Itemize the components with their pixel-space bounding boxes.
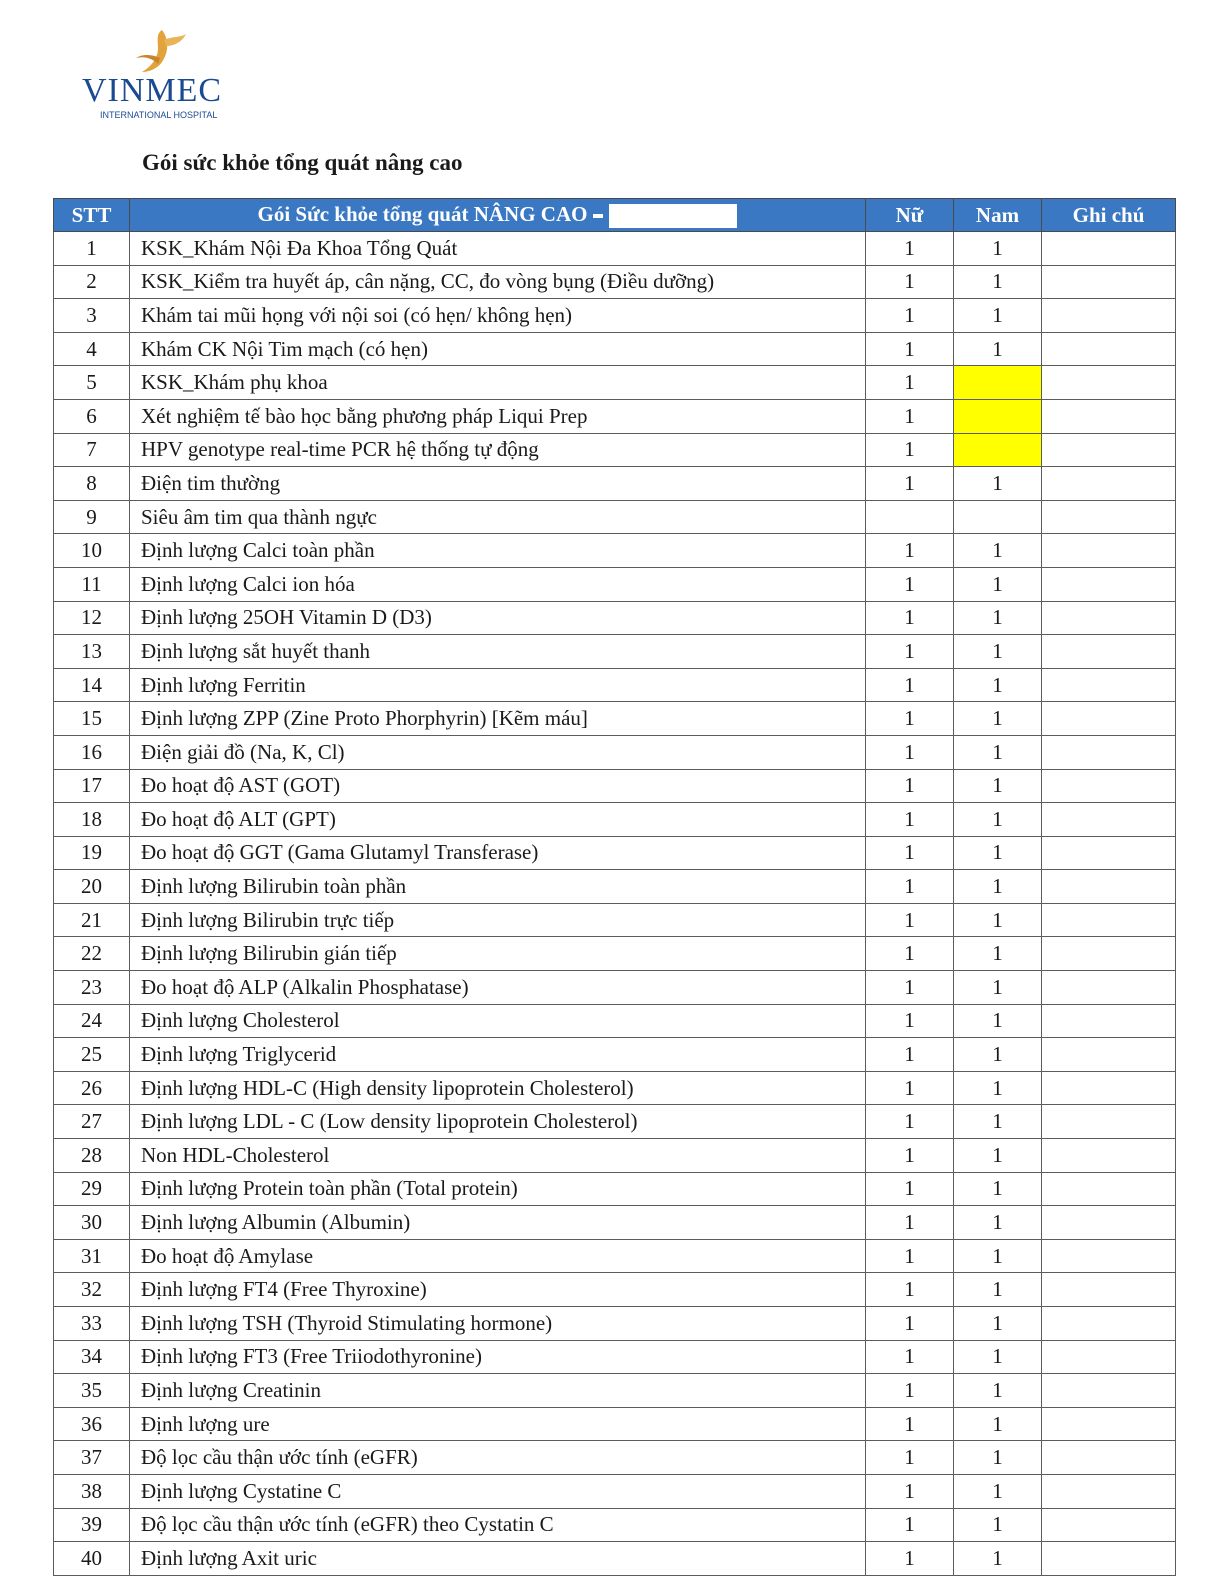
cell-note xyxy=(1042,668,1176,702)
cell-note xyxy=(1042,1038,1176,1072)
cell-service-name: KSK_Kiểm tra huyết áp, cân nặng, CC, đo vòng bụng (Điều dưỡng) xyxy=(130,265,866,299)
table-row xyxy=(54,366,1176,400)
redaction-dash xyxy=(593,214,603,218)
cell-stt: 19 xyxy=(54,836,130,870)
table-row xyxy=(54,735,1176,769)
cell-service-name: Khám CK Nội Tim mạch (có hẹn) xyxy=(130,332,866,366)
cell-stt: 28 xyxy=(54,1139,130,1173)
cell-nu: 1 xyxy=(866,534,954,568)
cell-stt: 3 xyxy=(54,299,130,333)
table-row xyxy=(54,265,1176,299)
table-row xyxy=(54,1273,1176,1307)
cell-nam: 1 xyxy=(954,1139,1042,1173)
cell-nu: 1 xyxy=(866,399,954,433)
table-row xyxy=(54,1139,1176,1173)
table-row xyxy=(54,1542,1176,1576)
cell-stt: 31 xyxy=(54,1239,130,1273)
cell-service-name: Điện giải đồ (Na, K, Cl) xyxy=(130,735,866,769)
cell-note xyxy=(1042,534,1176,568)
cell-stt: 9 xyxy=(54,500,130,534)
cell-nam: 1 xyxy=(954,567,1042,601)
cell-note xyxy=(1042,1239,1176,1273)
cell-nam: 1 xyxy=(954,332,1042,366)
table-row xyxy=(54,433,1176,467)
cell-stt: 5 xyxy=(54,366,130,400)
cell-service-name: Định lượng Bilirubin trực tiếp xyxy=(130,903,866,937)
table-row xyxy=(54,1206,1176,1240)
cell-note xyxy=(1042,299,1176,333)
cell-nam: 1 xyxy=(954,1508,1042,1542)
table-row xyxy=(54,1071,1176,1105)
cell-note xyxy=(1042,232,1176,266)
cell-nam: 1 xyxy=(954,1004,1042,1038)
cell-nam: 1 xyxy=(954,299,1042,333)
cell-nam xyxy=(954,433,1042,467)
table-row xyxy=(54,601,1176,635)
cell-nam: 1 xyxy=(954,1407,1042,1441)
cell-nu: 1 xyxy=(866,1508,954,1542)
cell-nu: 1 xyxy=(866,1004,954,1038)
cell-nam: 1 xyxy=(954,265,1042,299)
cell-nu: 1 xyxy=(866,467,954,501)
cell-stt: 24 xyxy=(54,1004,130,1038)
cell-nam: 1 xyxy=(954,769,1042,803)
cell-stt: 30 xyxy=(54,1206,130,1240)
cell-stt: 33 xyxy=(54,1307,130,1341)
cell-nam: 1 xyxy=(954,668,1042,702)
cell-service-name: Độ lọc cầu thận ước tính (eGFR) xyxy=(130,1441,866,1475)
cell-nu: 1 xyxy=(866,769,954,803)
cell-service-name: Định lượng Ferritin xyxy=(130,668,866,702)
cell-stt: 12 xyxy=(54,601,130,635)
cell-note xyxy=(1042,500,1176,534)
table-row xyxy=(54,1407,1176,1441)
table-row xyxy=(54,1004,1176,1038)
cell-nu: 1 xyxy=(866,1239,954,1273)
cell-note xyxy=(1042,937,1176,971)
table-row xyxy=(54,1340,1176,1374)
cell-service-name: Định lượng TSH (Thyroid Stimulating hormone) xyxy=(130,1307,866,1341)
cell-nu: 1 xyxy=(866,870,954,904)
cell-note xyxy=(1042,1105,1176,1139)
cell-stt: 14 xyxy=(54,668,130,702)
cell-nam: 1 xyxy=(954,971,1042,1005)
cell-stt: 23 xyxy=(54,971,130,1005)
cell-stt: 40 xyxy=(54,1542,130,1576)
col-header-stt: STT xyxy=(54,199,130,232)
cell-stt: 37 xyxy=(54,1441,130,1475)
cell-nu: 1 xyxy=(866,1441,954,1475)
table-row xyxy=(54,1374,1176,1408)
cell-nu: 1 xyxy=(866,1172,954,1206)
cell-service-name: Đo hoạt độ ALP (Alkalin Phosphatase) xyxy=(130,971,866,1005)
cell-stt: 29 xyxy=(54,1172,130,1206)
cell-nu: 1 xyxy=(866,1340,954,1374)
cell-stt: 1 xyxy=(54,232,130,266)
cell-service-name: Điện tim thường xyxy=(130,467,866,501)
logo-wordmark: VINMEC xyxy=(82,72,223,109)
cell-note xyxy=(1042,769,1176,803)
cell-nu: 1 xyxy=(866,299,954,333)
cell-nu: 1 xyxy=(866,1374,954,1408)
cell-service-name: HPV genotype real-time PCR hệ thống tự động xyxy=(130,433,866,467)
redaction-block xyxy=(609,204,737,228)
cell-nam: 1 xyxy=(954,1071,1042,1105)
table-row xyxy=(54,702,1176,736)
cell-nam: 1 xyxy=(954,1206,1042,1240)
table-header xyxy=(54,199,1176,232)
table-row xyxy=(54,1307,1176,1341)
table-row xyxy=(54,836,1176,870)
table-row xyxy=(54,1105,1176,1139)
table-body xyxy=(54,232,1176,1576)
cell-nam: 1 xyxy=(954,803,1042,837)
cell-note xyxy=(1042,1004,1176,1038)
cell-service-name: Định lượng Protein toàn phần (Total protein) xyxy=(130,1172,866,1206)
cell-note xyxy=(1042,1441,1176,1475)
cell-service-name: Đo hoạt độ Amylase xyxy=(130,1239,866,1273)
cell-stt: 22 xyxy=(54,937,130,971)
col-header-name-label: Gói Sức khỏe tổng quát NÂNG CAO xyxy=(257,201,588,226)
cell-service-name: Xét nghiệm tế bào học bằng phương pháp Liqui Prep xyxy=(130,399,866,433)
cell-note xyxy=(1042,1542,1176,1576)
cell-nu: 1 xyxy=(866,232,954,266)
cell-nu: 1 xyxy=(866,332,954,366)
cell-nu: 1 xyxy=(866,635,954,669)
table-row xyxy=(54,534,1176,568)
table-row xyxy=(54,567,1176,601)
cell-note xyxy=(1042,366,1176,400)
cell-service-name: Định lượng Creatinin xyxy=(130,1374,866,1408)
cell-service-name: Định lượng Albumin (Albumin) xyxy=(130,1206,866,1240)
cell-nu: 1 xyxy=(866,567,954,601)
cell-service-name: Định lượng Bilirubin gián tiếp xyxy=(130,937,866,971)
cell-note xyxy=(1042,567,1176,601)
table-row xyxy=(54,971,1176,1005)
cell-nam: 1 xyxy=(954,1374,1042,1408)
cell-service-name: Siêu âm tim qua thành ngực xyxy=(130,500,866,534)
table-row xyxy=(54,299,1176,333)
table-row xyxy=(54,1239,1176,1273)
cell-service-name: Định lượng Calci toàn phần xyxy=(130,534,866,568)
cell-stt: 18 xyxy=(54,803,130,837)
cell-stt: 21 xyxy=(54,903,130,937)
cell-nam: 1 xyxy=(954,467,1042,501)
cell-note xyxy=(1042,1474,1176,1508)
cell-nu: 1 xyxy=(866,668,954,702)
cell-nam: 1 xyxy=(954,1441,1042,1475)
cell-nu: 1 xyxy=(866,1206,954,1240)
cell-service-name: Định lượng Bilirubin toàn phần xyxy=(130,870,866,904)
cell-nu: 1 xyxy=(866,903,954,937)
cell-service-name: Định lượng ZPP (Zine Proto Phorphyrin) [Kẽm máu] xyxy=(130,702,866,736)
cell-stt: 8 xyxy=(54,467,130,501)
cell-nu: 1 xyxy=(866,265,954,299)
cell-note xyxy=(1042,1139,1176,1173)
cell-service-name: Định lượng HDL-C (High density lipoprotein Cholesterol) xyxy=(130,1071,866,1105)
cell-nam: 1 xyxy=(954,735,1042,769)
cell-stt: 35 xyxy=(54,1374,130,1408)
cell-nam: 1 xyxy=(954,1239,1042,1273)
cell-note xyxy=(1042,399,1176,433)
cell-nam: 1 xyxy=(954,870,1042,904)
table-row xyxy=(54,769,1176,803)
cell-nu: 1 xyxy=(866,836,954,870)
cell-stt: 25 xyxy=(54,1038,130,1072)
cell-stt: 7 xyxy=(54,433,130,467)
cell-nu: 1 xyxy=(866,1038,954,1072)
cell-nu: 1 xyxy=(866,937,954,971)
cell-note xyxy=(1042,971,1176,1005)
cell-nam: 1 xyxy=(954,1273,1042,1307)
table-row xyxy=(54,937,1176,971)
table-row xyxy=(54,1508,1176,1542)
table-row xyxy=(54,332,1176,366)
cell-nam: 1 xyxy=(954,534,1042,568)
cell-service-name: Đo hoạt độ AST (GOT) xyxy=(130,769,866,803)
cell-nam: 1 xyxy=(954,1542,1042,1576)
cell-note xyxy=(1042,1071,1176,1105)
cell-service-name: Định lượng Axit uric xyxy=(130,1542,866,1576)
cell-stt: 34 xyxy=(54,1340,130,1374)
cell-stt: 11 xyxy=(54,567,130,601)
cell-note xyxy=(1042,1307,1176,1341)
cell-nu: 1 xyxy=(866,366,954,400)
cell-nam: 1 xyxy=(954,1307,1042,1341)
cell-nu: 1 xyxy=(866,1474,954,1508)
cell-note xyxy=(1042,635,1176,669)
cell-nam: 1 xyxy=(954,232,1042,266)
cell-stt: 16 xyxy=(54,735,130,769)
cell-service-name: Non HDL-Cholesterol xyxy=(130,1139,866,1173)
cell-nam: 1 xyxy=(954,937,1042,971)
cell-nam xyxy=(954,399,1042,433)
table-row xyxy=(54,903,1176,937)
cell-service-name: Định lượng Triglycerid xyxy=(130,1038,866,1072)
cell-note xyxy=(1042,735,1176,769)
cell-note xyxy=(1042,870,1176,904)
col-header-note: Ghi chú xyxy=(1042,199,1176,232)
logo-subtitle: INTERNATIONAL HOSPITAL xyxy=(100,110,218,120)
col-header-nu: Nữ xyxy=(866,199,954,232)
cell-nu: 1 xyxy=(866,1105,954,1139)
cell-service-name: KSK_Khám Nội Đa Khoa Tổng Quát xyxy=(130,232,866,266)
cell-nu: 1 xyxy=(866,803,954,837)
cell-nu: 1 xyxy=(866,1542,954,1576)
cell-service-name: Đo hoạt độ GGT (Gama Glutamyl Transferase) xyxy=(130,836,866,870)
cell-note xyxy=(1042,1508,1176,1542)
cell-stt: 26 xyxy=(54,1071,130,1105)
cell-nu: 1 xyxy=(866,1407,954,1441)
cell-service-name: Độ lọc cầu thận ước tính (eGFR) theo Cystatin C xyxy=(130,1508,866,1542)
cell-nu xyxy=(866,500,954,534)
package-table xyxy=(53,198,1176,1576)
col-header-nam: Nam xyxy=(954,199,1042,232)
cell-nu: 1 xyxy=(866,971,954,1005)
table-row xyxy=(54,232,1176,266)
table-row xyxy=(54,500,1176,534)
cell-note xyxy=(1042,702,1176,736)
cell-service-name: Định lượng 25OH Vitamin D (D3) xyxy=(130,601,866,635)
cell-stt: 15 xyxy=(54,702,130,736)
col-header-name xyxy=(130,199,866,232)
cell-stt: 20 xyxy=(54,870,130,904)
cell-nu: 1 xyxy=(866,1307,954,1341)
cell-note xyxy=(1042,903,1176,937)
cell-note xyxy=(1042,1172,1176,1206)
cell-service-name: Định lượng Calci ion hóa xyxy=(130,567,866,601)
page-title: Gói sức khỏe tổng quát nâng cao xyxy=(142,150,463,175)
cell-note xyxy=(1042,1374,1176,1408)
table-row xyxy=(54,1038,1176,1072)
table-row xyxy=(54,635,1176,669)
cell-nam: 1 xyxy=(954,1038,1042,1072)
cell-service-name: Định lượng sắt huyết thanh xyxy=(130,635,866,669)
cell-service-name: Định lượng Cholesterol xyxy=(130,1004,866,1038)
cell-note xyxy=(1042,1273,1176,1307)
table-row xyxy=(54,803,1176,837)
cell-nam: 1 xyxy=(954,601,1042,635)
cell-note xyxy=(1042,601,1176,635)
cell-nam: 1 xyxy=(954,1105,1042,1139)
cell-note xyxy=(1042,1340,1176,1374)
cell-nam xyxy=(954,366,1042,400)
cell-nu: 1 xyxy=(866,601,954,635)
cell-nu: 1 xyxy=(866,1273,954,1307)
cell-nam: 1 xyxy=(954,903,1042,937)
cell-stt: 2 xyxy=(54,265,130,299)
cell-nu: 1 xyxy=(866,702,954,736)
bird-icon xyxy=(132,28,190,74)
cell-nu: 1 xyxy=(866,1139,954,1173)
cell-stt: 36 xyxy=(54,1407,130,1441)
cell-stt: 10 xyxy=(54,534,130,568)
table-row xyxy=(54,1172,1176,1206)
cell-nu: 1 xyxy=(866,1071,954,1105)
cell-nam: 1 xyxy=(954,1340,1042,1374)
cell-note xyxy=(1042,265,1176,299)
cell-service-name: Định lượng FT3 (Free Triiodothyronine) xyxy=(130,1340,866,1374)
cell-note xyxy=(1042,1407,1176,1441)
cell-stt: 4 xyxy=(54,332,130,366)
cell-service-name: Định lượng Cystatine C xyxy=(130,1474,866,1508)
cell-note xyxy=(1042,467,1176,501)
cell-nam: 1 xyxy=(954,635,1042,669)
cell-nam xyxy=(954,500,1042,534)
cell-nam: 1 xyxy=(954,836,1042,870)
cell-service-name: Đo hoạt độ ALT (GPT) xyxy=(130,803,866,837)
cell-service-name: Định lượng FT4 (Free Thyroxine) xyxy=(130,1273,866,1307)
cell-nam: 1 xyxy=(954,702,1042,736)
cell-stt: 13 xyxy=(54,635,130,669)
cell-nu: 1 xyxy=(866,433,954,467)
cell-stt: 27 xyxy=(54,1105,130,1139)
cell-service-name: Định lượng ure xyxy=(130,1407,866,1441)
cell-stt: 38 xyxy=(54,1474,130,1508)
cell-nam: 1 xyxy=(954,1172,1042,1206)
vinmec-logo xyxy=(82,28,262,124)
table-row xyxy=(54,1441,1176,1475)
table-row xyxy=(54,467,1176,501)
cell-stt: 39 xyxy=(54,1508,130,1542)
cell-service-name: Định lượng LDL - C (Low density lipoprotein Cholesterol) xyxy=(130,1105,866,1139)
cell-service-name: KSK_Khám phụ khoa xyxy=(130,366,866,400)
cell-note xyxy=(1042,332,1176,366)
cell-note xyxy=(1042,1206,1176,1240)
cell-note xyxy=(1042,433,1176,467)
table-row xyxy=(54,870,1176,904)
table-row xyxy=(54,668,1176,702)
cell-note xyxy=(1042,803,1176,837)
cell-service-name: Khám tai mũi họng với nội soi (có hẹn/ không hẹn) xyxy=(130,299,866,333)
cell-nam: 1 xyxy=(954,1474,1042,1508)
cell-stt: 6 xyxy=(54,399,130,433)
cell-note xyxy=(1042,836,1176,870)
cell-stt: 17 xyxy=(54,769,130,803)
cell-stt: 32 xyxy=(54,1273,130,1307)
table-row xyxy=(54,1474,1176,1508)
cell-nu: 1 xyxy=(866,735,954,769)
table-row xyxy=(54,399,1176,433)
